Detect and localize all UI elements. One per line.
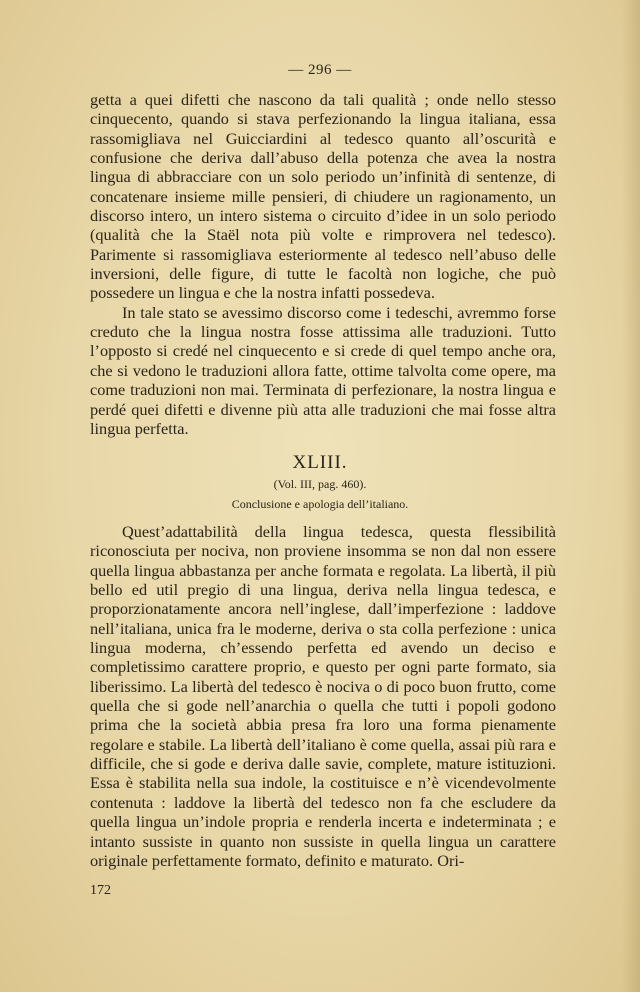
signature-mark: 172	[90, 883, 111, 898]
paragraph: In tale stato se avessimo discorso come i tedeschi, avremmo forse creduto che la lingua nostra fosse attissima alle traduzioni. Tutto l’opposto si credé nel cinquecento e si crede di quel tempo anche ora, che si vedono le traduzioni allora fatte, ottime talvolta come opere, ma come traduzioni non mai. Terminata di perfezionare, la nostra lingua e perdé quei difetti e divenne più atta alle traduzioni che mai fosse altra lingua perfetta.	[90, 302, 556, 438]
paragraph: Quest’adattabilità della lingua tedesca, questa flessibilità riconosciuta per nociva, non proviene insomma se non dal non essere quella lingua abbastanza per anche formata e regolata. La libertà, il più bello ed util pregio di una lingua, deriva nella lingua tedesca, e proporzionatamente ancora nell’inglese, dall’imperfezione : laddove nell’italiana, unica fra le moderne, deriva o sta colla perfezione : unica lingua moderna, ch’essendo perfetta ed avendo un deciso e completissimo carattere proprio, e questo per ogni parte formato, sia liberissimo. La libertà del tedesco è nociva o di poco buon frutto, come quella che si gode nell’anarchia o quella che tutti i popoli godono prima che la società abbia presa fra loro una forma pienamente regolare e stabile. La libertà dell’italiano è come quella, assai più rara e difficile, che si gode e deriva dalle savie, complete, mature istituzioni. Essa è stabilita nella sua indole, la costituisce e n’è vicendevolmente contenuta : laddove la libertà del tedesco non fa che escludere da quella lingua un’indole propria e renderla incerta e indeterminata ; e intanto sussiste in quanto non sussiste in quella lingua un carattere originale perfettamente formato, definito e maturato. Ori-	[90, 522, 556, 870]
section-number: XLIII.	[292, 452, 348, 473]
section-reference: (Vol. III, pag. 460).	[273, 477, 367, 491]
page-edge-shadow	[622, 0, 640, 992]
text-block-section	[90, 522, 556, 870]
section-subtitle: Conclusione e apologia dell’italiano.	[231, 497, 409, 511]
paragraph: getta a quei difetti che nascono da tali qualità ; onde nello stesso cinquecento, quando si stava perfezionando la lingua italiana, essa rassomigliava nel Guicciardini al tedesco quanto all’oscurità e confusione che deriva dall’abuso della potenza che avea la nostra lingua di abbracciare con un solo periodo un’infinità di sentenze, di concatenare insieme mille pensieri, di chiudere un ragionamento, un discorso intero, un intero sistema o circuito d’idee in un solo periodo (qualità che la Staël nota più volte e rimprovera nel tedesco). Parimente si rassomigliava esteriormente al tedesco nell’abuso delle inversioni, delle figure, di tutte le facoltà non logiche, che può possedere un lingua e che la nostra infatti possedeva.	[90, 90, 556, 303]
page-number: — 296 —	[288, 62, 352, 78]
text-block-continuation	[90, 90, 556, 438]
